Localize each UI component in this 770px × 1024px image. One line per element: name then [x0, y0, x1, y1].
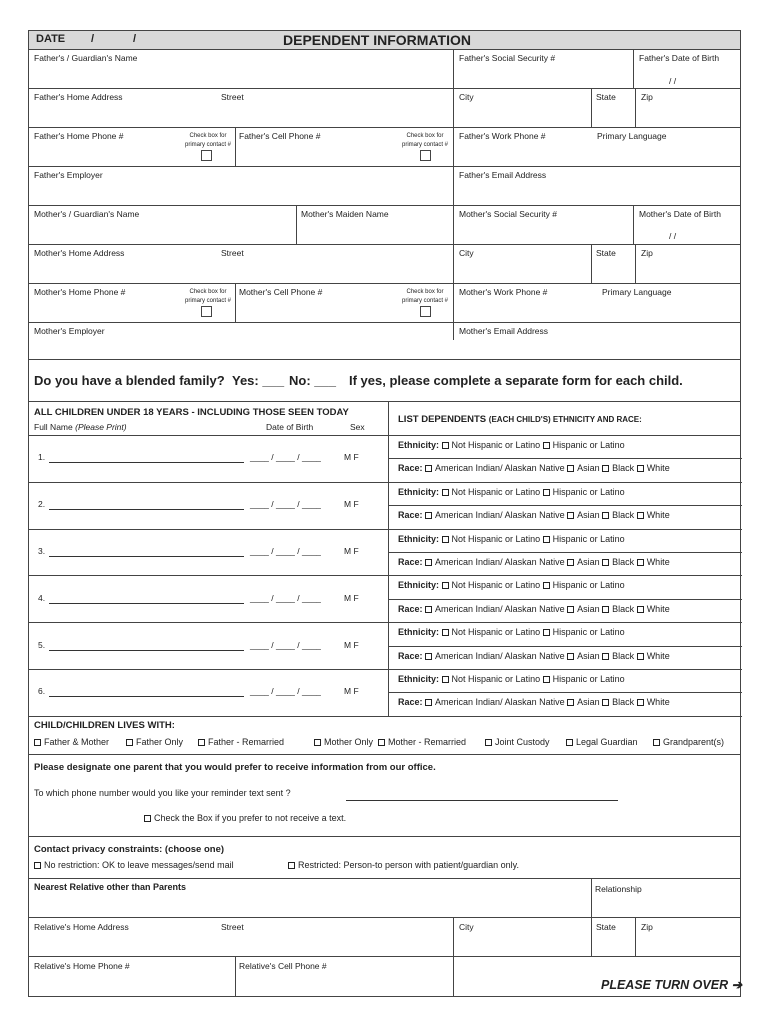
mother-dob-label: Mother's Date of Birth	[639, 209, 721, 219]
column-divider	[591, 878, 592, 917]
race-line: Race: American Indian/ Alaskan Native Asian Black White	[398, 510, 670, 521]
race-line: Race: American Indian/ Alaskan Native Asian Black White	[398, 557, 670, 567]
row-divider	[29, 956, 740, 957]
child-row-number: 2.	[38, 499, 46, 510]
list-dependents-heading: LIST DEPENDENTS (EACH CHILD'S) ETHNICITY AND RACE:	[398, 414, 642, 425]
father-address-label: Father's Home Address	[34, 92, 123, 102]
american-indian-checkbox[interactable]	[425, 653, 432, 660]
black-checkbox[interactable]	[602, 465, 609, 472]
asian-checkbox[interactable]	[567, 559, 574, 566]
mother-work-phone-label: Mother's Work Phone #	[459, 287, 548, 297]
father-state-label: State	[596, 92, 616, 102]
child-row-number: 1.	[38, 452, 46, 463]
mother-employer-label: Mother's Employer	[34, 326, 105, 336]
relative-address-label: Relative's Home Address	[34, 922, 129, 932]
dependent-information-form	[28, 30, 741, 997]
child-sex-field[interactable]: M F	[344, 546, 359, 556]
row-divider	[29, 322, 740, 323]
hispanic-checkbox[interactable]	[543, 582, 550, 589]
child-name-field[interactable]	[49, 509, 244, 510]
row-divider	[29, 359, 740, 360]
father-work-phone-label: Father's Work Phone #	[459, 131, 546, 141]
date-label: DATE	[36, 33, 66, 45]
row-divider	[29, 836, 740, 837]
race-line: Race: American Indian/ Alaskan Native Asian Black White	[398, 697, 670, 708]
american-indian-checkbox[interactable]	[425, 512, 432, 519]
relative-city-label: City	[459, 922, 474, 932]
ethnicity-line: Ethnicity: Not Hispanic or Latino Hispanic or Latino	[398, 440, 625, 450]
date-separator: /	[91, 33, 95, 45]
no-text-checkbox[interactable]	[144, 815, 151, 822]
row-divider	[29, 529, 742, 530]
no-text-option: Check the Box if you prefer to not receive a text.	[144, 813, 346, 823]
reminder-text-question: To which phone number would you like your reminder text sent ?	[34, 788, 291, 798]
race-line: Race: American Indian/ Alaskan Native Asian Black White	[398, 463, 670, 474]
column-divider	[635, 88, 636, 127]
row-divider	[29, 401, 740, 402]
father-employer-label: Father's Employer	[34, 170, 103, 180]
lives-with-checkbox[interactable]	[198, 739, 205, 746]
column-divider	[296, 205, 297, 244]
date-separator: /	[133, 33, 137, 45]
restricted-option: Restricted: Person-to person with patient/guardian only.	[288, 860, 519, 870]
asian-checkbox[interactable]	[567, 606, 574, 613]
ethnicity-line: Ethnicity: Not Hispanic or Latino Hispanic or Latino	[398, 533, 625, 544]
primary-contact-note: Check box for primary contact #	[184, 133, 232, 148]
mother-city-label: City	[459, 248, 474, 258]
white-checkbox[interactable]	[637, 465, 644, 472]
full-name-label: Full Name (Please Print)	[34, 422, 127, 432]
row-divider	[388, 458, 742, 459]
lives-with-checkbox[interactable]	[566, 739, 573, 746]
american-indian-checkbox[interactable]	[425, 606, 432, 613]
mother-home-phone-label: Mother's Home Phone #	[34, 287, 126, 297]
column-divider	[633, 205, 634, 244]
lives-with-option[interactable]: Joint Custody	[485, 737, 550, 747]
row-divider	[29, 669, 742, 670]
hispanic-checkbox[interactable]	[543, 442, 550, 449]
ethnicity-line: Ethnicity: Not Hispanic or Latino Hispanic or Latino	[398, 486, 625, 497]
father-city-label: City	[459, 92, 474, 102]
child-dob-field[interactable]: ____ / ____ / ____	[250, 686, 321, 697]
sex-column-label: Sex	[350, 422, 365, 432]
row-divider	[29, 244, 740, 245]
white-checkbox[interactable]	[637, 699, 644, 706]
column-divider	[591, 917, 592, 956]
ethnicity-line: Ethnicity: Not Hispanic or Latino Hispanic or Latino	[398, 580, 625, 591]
american-indian-checkbox[interactable]	[425, 559, 432, 566]
lives-with-checkbox[interactable]	[126, 739, 133, 746]
row-divider	[388, 692, 742, 693]
row-divider	[29, 754, 740, 755]
lives-with-heading: CHILD/CHILDREN LIVES WITH:	[34, 720, 175, 731]
child-row-number: 6.	[38, 686, 46, 697]
asian-checkbox[interactable]	[567, 465, 574, 472]
hispanic-checkbox[interactable]	[543, 489, 550, 496]
race-line: Race: American Indian/ Alaskan Native Asian Black White	[398, 603, 670, 614]
row-divider	[29, 482, 742, 483]
not-hispanic-checkbox[interactable]	[442, 489, 449, 496]
mother-home-primary-checkbox[interactable]	[201, 306, 212, 317]
black-checkbox[interactable]	[602, 653, 609, 660]
children-heading: ALL CHILDREN UNDER 18 YEARS - INCLUDING THOSE SEEN TODAY	[34, 407, 349, 418]
lives-with-checkbox[interactable]	[653, 739, 660, 746]
child-name-field[interactable]	[49, 603, 244, 604]
father-cell-primary-checkbox[interactable]	[420, 150, 431, 161]
father-cell-phone-label: Father's Cell Phone #	[239, 131, 321, 141]
mother-email-label: Mother's Email Address	[459, 326, 549, 336]
row-divider	[29, 917, 740, 918]
relative-street-label: Street	[221, 922, 244, 932]
column-divider	[235, 127, 236, 166]
white-checkbox[interactable]	[637, 559, 644, 566]
hispanic-checkbox[interactable]	[543, 629, 550, 636]
father-language-label: Primary Language	[597, 131, 667, 141]
lives-with-option[interactable]: Mother - Remarried	[378, 737, 466, 747]
mother-zip-label: Zip	[641, 248, 653, 258]
lives-with-option[interactable]: Father Only	[126, 737, 183, 747]
mother-language-label: Primary Language	[602, 287, 672, 297]
asian-checkbox[interactable]	[567, 512, 574, 519]
relative-home-phone-label: Relative's Home Phone #	[34, 961, 130, 971]
child-sex-field[interactable]: M F	[344, 686, 359, 697]
row-divider	[29, 575, 742, 576]
lives-with-option[interactable]: Father & Mother	[34, 737, 109, 747]
father-home-phone-label: Father's Home Phone #	[34, 131, 124, 141]
mother-cell-phone-label: Mother's Cell Phone #	[239, 287, 323, 297]
relative-state-label: State	[596, 922, 616, 932]
mother-ssn-label: Mother's Social Security #	[459, 209, 557, 219]
lives-with-checkbox[interactable]	[378, 739, 385, 746]
relationship-label: Relationship	[595, 884, 642, 894]
relative-heading: Nearest Relative other than Parents	[34, 882, 187, 892]
child-sex-field[interactable]: M F	[344, 639, 359, 650]
father-email-label: Father's Email Address	[459, 170, 547, 180]
lives-with-checkbox[interactable]	[314, 739, 321, 746]
lives-with-option[interactable]: Mother Only	[314, 737, 373, 747]
relative-zip-label: Zip	[641, 922, 653, 932]
mother-maiden-label: Mother's Maiden Name	[301, 209, 389, 219]
no-restriction-checkbox[interactable]	[34, 862, 41, 869]
column-divider	[633, 49, 634, 88]
row-divider	[29, 283, 740, 284]
primary-contact-note: Check box for primary contact #	[401, 289, 449, 304]
not-hispanic-checkbox[interactable]	[442, 676, 449, 683]
ethnicity-line: Ethnicity: Not Hispanic or Latino Hispanic or Latino	[398, 674, 625, 684]
lives-with-option[interactable]: Legal Guardian	[566, 737, 638, 747]
white-checkbox[interactable]	[637, 512, 644, 519]
blended-instruction: If yes, please complete a separate form for each child.	[349, 373, 683, 388]
father-street-label: Street	[221, 92, 244, 102]
white-checkbox[interactable]	[637, 606, 644, 613]
row-divider	[29, 127, 740, 128]
child-dob-field[interactable]: ____ / ____ / ____	[250, 639, 321, 650]
mother-state-label: State	[596, 248, 616, 258]
mother-street-label: Street	[221, 248, 244, 258]
race-line: Race: American Indian/ Alaskan Native Asian Black White	[398, 650, 670, 661]
row-divider	[388, 646, 742, 647]
white-checkbox[interactable]	[637, 653, 644, 660]
ethnicity-line: Ethnicity: Not Hispanic or Latino Hispanic or Latino	[398, 627, 625, 638]
black-checkbox[interactable]	[602, 512, 609, 519]
hispanic-checkbox[interactable]	[543, 676, 550, 683]
hispanic-checkbox[interactable]	[543, 536, 550, 543]
american-indian-checkbox[interactable]	[425, 465, 432, 472]
child-dob-field[interactable]: ____ / ____ / ____	[250, 452, 321, 463]
father-name-label: Father's / Guardian's Name	[34, 53, 138, 63]
not-hispanic-checkbox[interactable]	[442, 629, 449, 636]
child-name-field[interactable]	[49, 696, 244, 697]
child-name-field[interactable]	[49, 650, 244, 651]
child-row-number: 5.	[38, 639, 46, 650]
father-zip-label: Zip	[641, 92, 653, 102]
child-dob-field[interactable]: ____ / ____ / ____	[250, 499, 321, 510]
lives-with-checkbox[interactable]	[485, 739, 492, 746]
privacy-heading: Contact privacy constraints: (choose one)	[34, 844, 225, 855]
mother-name-label: Mother's / Guardian's Name	[34, 209, 140, 219]
mother-dob-separator: / /	[669, 231, 677, 241]
black-checkbox[interactable]	[602, 699, 609, 706]
reminder-phone-field[interactable]	[346, 800, 618, 801]
black-checkbox[interactable]	[602, 606, 609, 613]
no-restriction-option: No restriction: OK to leave messages/send mail	[34, 860, 234, 870]
blended-yes[interactable]: Yes: ___	[232, 373, 285, 388]
child-sex-field[interactable]: M F	[344, 499, 359, 510]
designate-parent-text: Please designate one parent that you would prefer to receive information from our office.	[34, 762, 436, 773]
lives-with-option[interactable]: Father - Remarried	[198, 737, 284, 747]
column-divider	[635, 917, 636, 956]
row-divider	[29, 716, 742, 717]
father-dob-label: Father's Date of Birth	[639, 53, 720, 63]
father-dob-separator: / /	[669, 76, 677, 86]
row-divider	[388, 552, 742, 553]
child-sex-field[interactable]: M F	[344, 592, 359, 603]
restricted-checkbox[interactable]	[288, 862, 295, 869]
asian-checkbox[interactable]	[567, 699, 574, 706]
column-divider	[235, 956, 236, 997]
row-divider	[29, 166, 740, 167]
column-divider	[591, 88, 592, 127]
father-home-primary-checkbox[interactable]	[201, 150, 212, 161]
row-divider	[29, 88, 740, 89]
child-name-field[interactable]	[49, 556, 244, 557]
american-indian-checkbox[interactable]	[425, 699, 432, 706]
father-ssn-label: Father's Social Security #	[459, 53, 556, 63]
primary-contact-note: Check box for primary contact #	[401, 133, 449, 148]
child-sex-field[interactable]: M F	[344, 452, 359, 463]
dob-column-label: Date of Birth	[266, 422, 314, 432]
blended-question: Do you have a blended family?	[34, 373, 225, 388]
not-hispanic-checkbox[interactable]	[442, 442, 449, 449]
mother-address-label: Mother's Home Address	[34, 248, 125, 258]
row-divider	[29, 878, 740, 879]
column-divider	[635, 244, 636, 283]
mother-cell-primary-checkbox[interactable]	[420, 306, 431, 317]
not-hispanic-checkbox[interactable]	[442, 582, 449, 589]
lives-with-option[interactable]: Grandparent(s)	[653, 737, 724, 747]
black-checkbox[interactable]	[602, 559, 609, 566]
row-divider	[29, 435, 740, 436]
column-divider	[453, 917, 454, 997]
asian-checkbox[interactable]	[567, 653, 574, 660]
not-hispanic-checkbox[interactable]	[442, 536, 449, 543]
column-divider	[235, 283, 236, 322]
row-divider	[388, 599, 742, 600]
child-row-number: 3.	[38, 546, 46, 556]
primary-contact-note: Check box for primary contact #	[184, 289, 232, 304]
column-divider	[591, 244, 592, 283]
child-name-field[interactable]	[49, 462, 244, 463]
child-row-number: 4.	[38, 592, 46, 603]
relative-cell-phone-label: Relative's Cell Phone #	[239, 961, 327, 971]
row-divider	[29, 622, 742, 623]
page-title: DEPENDENT INFORMATION	[283, 32, 471, 48]
row-divider	[388, 505, 742, 506]
lives-with-checkbox[interactable]	[34, 739, 41, 746]
child-dob-field[interactable]: ____ / ____ / ____	[250, 546, 321, 556]
blended-no[interactable]: No: ___	[289, 373, 336, 388]
child-dob-field[interactable]: ____ / ____ / ____	[250, 592, 321, 603]
please-turn-over: PLEASE TURN OVER ➔	[601, 978, 743, 992]
